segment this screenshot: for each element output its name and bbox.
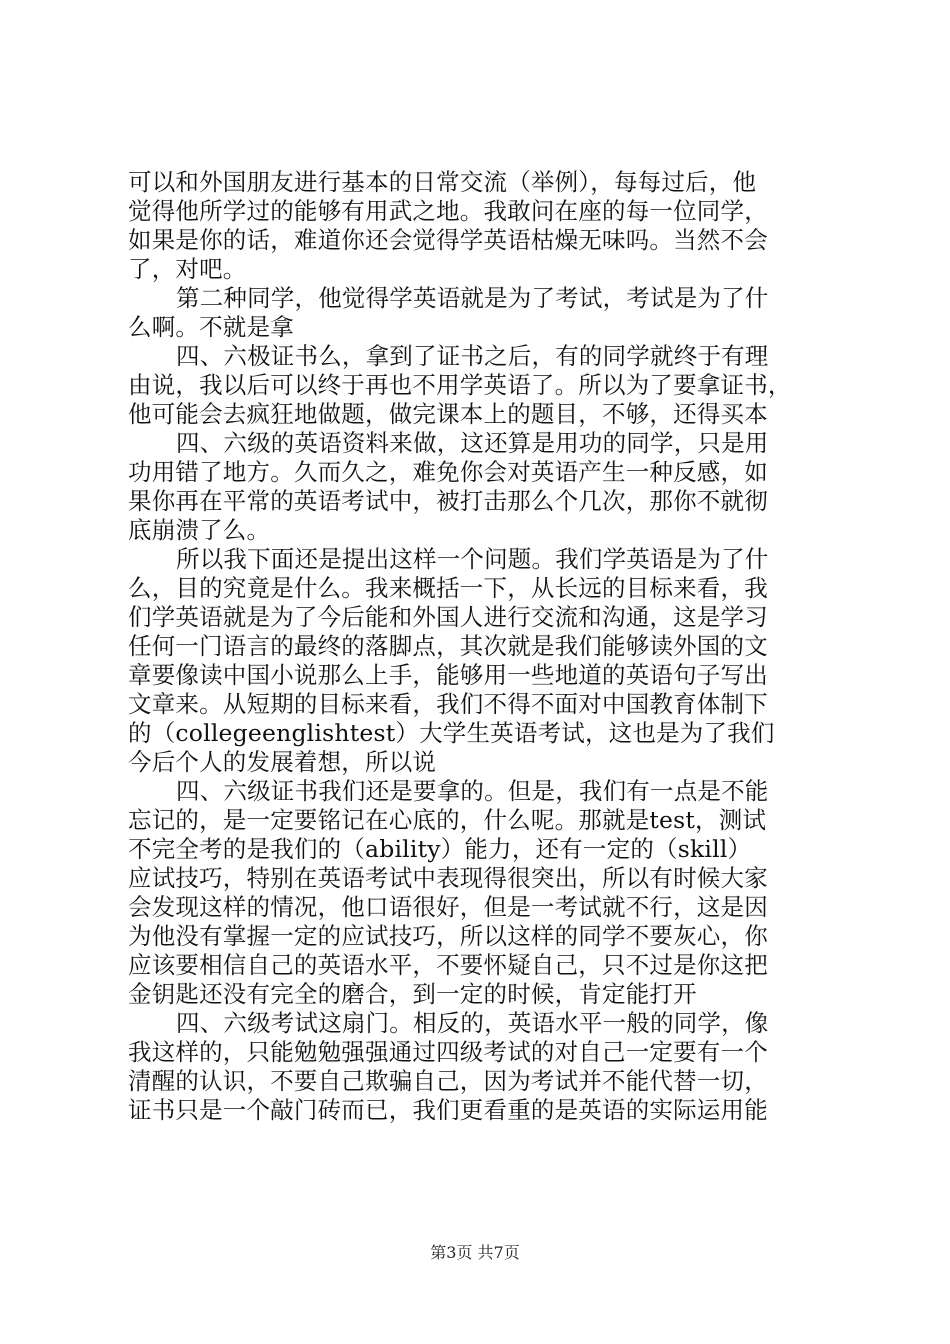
paragraph-first-line: 所以我下面还是提出这样一个问题。我们学英语是为了什 <box>176 545 769 573</box>
paragraph-first-line: 四、六级考试这扇门。相反的，英语水平一般的同学，像 <box>176 1009 769 1037</box>
text-line: 证书只是一个敲门砖而已，我们更看重的是英语的实际运用能 <box>128 1096 768 1124</box>
text-line: 忘记的，是一定要铭记在心底的，什么呢。那就是test，测试 <box>128 806 767 834</box>
text-line: 金钥匙还没有完全的磨合，到一定的时候，肯定能打开 <box>128 980 697 1008</box>
text-line: 么啊。不就是拿 <box>128 313 294 341</box>
text-line: 不完全考的是我们的（ability）能力，还有一定的（skill） <box>128 835 752 863</box>
text-line: 章要像读中国小说那么上手，能够用一些地道的英语句子写出 <box>128 661 768 689</box>
text-line: 们学英语就是为了今后能和外国人进行交流和沟通，这是学习 <box>128 603 768 631</box>
text-line: 觉得他所学过的能够有用武之地。我敢问在座的每一位同学， <box>128 197 768 225</box>
text-line: 么，目的究竟是什么。我来概括一下，从长远的目标来看，我 <box>128 574 768 602</box>
text-line: 由说，我以后可以终于再也不用学英语了。所以为了要拿证书， <box>128 371 792 399</box>
text-line: 我这样的，只能勉勉强强通过四级考试的对自己一定要有一个 <box>128 1038 768 1066</box>
page-footer: 第3页 共7页 <box>430 1243 520 1262</box>
paragraph-first-line: 四、六级的英语资料来做，这还算是用功的同学，只是用 <box>176 429 769 457</box>
text-line: 应该要相信自己的英语水平，不要怀疑自己，只不过是你这把 <box>128 951 768 979</box>
text-line: 底崩溃了么。 <box>128 516 271 544</box>
text-line: 应试技巧，特别在英语考试中表现得很突出，所以有时候大家 <box>128 864 768 892</box>
text-line: 清醒的认识，不要自己欺骗自己，因为考试并不能代替一切， <box>128 1067 768 1095</box>
text-line: 他可能会去疯狂地做题，做完课本上的题目，不够，还得买本 <box>128 400 768 428</box>
paragraph-first-line: 四、六极证书么，拿到了证书之后，有的同学就终于有理 <box>176 342 769 370</box>
text-line: 文章来。从短期的目标来看，我们不得不面对中国教育体制下 <box>128 690 768 718</box>
text-line: 了，对吧。 <box>128 255 247 283</box>
paragraph-first-line: 四、六级证书我们还是要拿的。但是，我们有一点是不能 <box>176 777 769 805</box>
paragraph-first-line: 第二种同学，他觉得学英语就是为了考试，考试是为了什 <box>176 284 769 312</box>
text-line: 今后个人的发展着想，所以说 <box>128 748 437 776</box>
text-line: 为他没有掌握一定的应试技巧，所以这样的同学不要灰心，你 <box>128 922 768 950</box>
text-line: 果你再在平常的英语考试中，被打击那么个几次，那你不就彻 <box>128 487 768 515</box>
text-line: 的（collegeenglishtest）大学生英语考试，这也是为了我们 <box>128 719 775 747</box>
text-line: 功用错了地方。久而久之，难免你会对英语产生一种反感，如 <box>128 458 768 486</box>
document-body <box>128 168 831 1125</box>
text-line: 会发现这样的情况，他口语很好，但是一考试就不行，这是因 <box>128 893 768 921</box>
text-line: 如果是你的话，难道你还会觉得学英语枯燥无味吗。当然不会 <box>128 226 768 254</box>
text-line: 可以和外国朋友进行基本的日常交流（举例），每每过后，他 <box>128 168 757 196</box>
text-line: 任何一门语言的最终的落脚点，其次就是我们能够读外国的文 <box>128 632 768 660</box>
